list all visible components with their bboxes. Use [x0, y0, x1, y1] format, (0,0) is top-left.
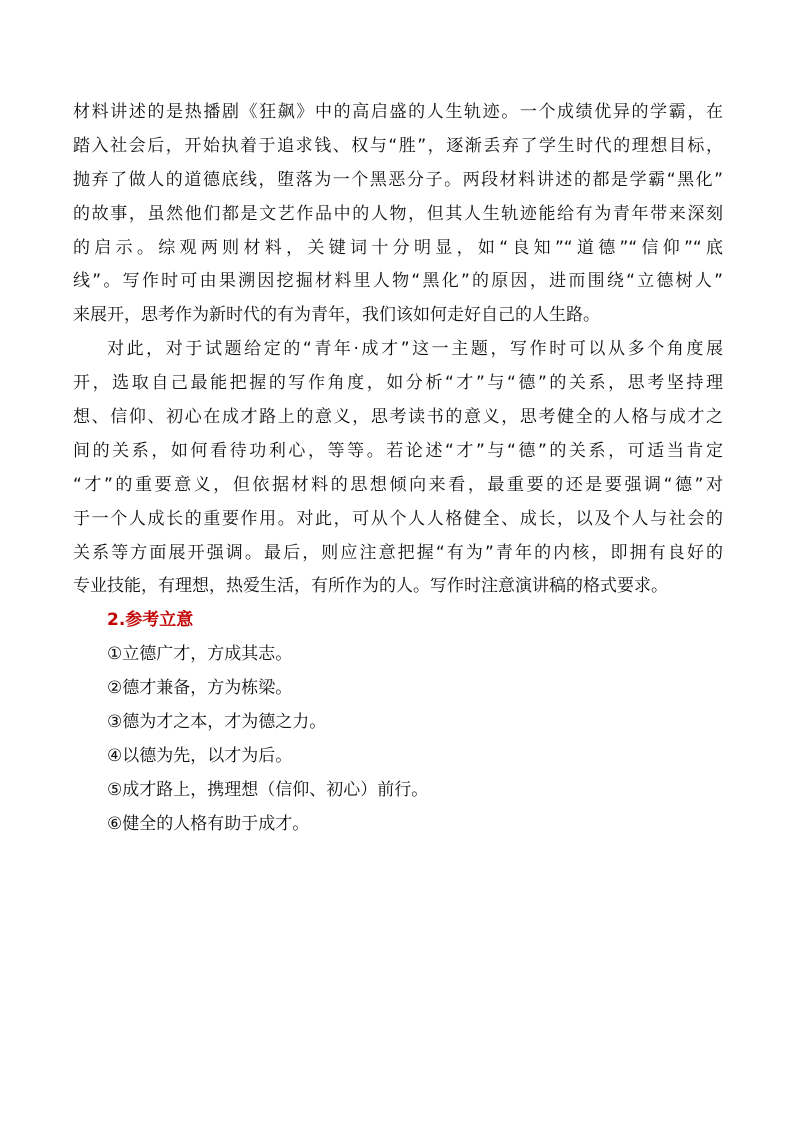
list-item: ⑤成才路上，携理想（信仰、初心）前行。: [107, 779, 429, 800]
paragraph-2-line: 于一个人成长的重要作用。对此，可从个人人格健全、成长，以及个人与社会的: [73, 508, 723, 529]
reference-points-list: [73, 638, 723, 841]
paragraph-1-line: 的启示。综观两则材料，关键词十分明显，如“良知”“道德”“信仰”“底: [73, 237, 723, 258]
list-item: ④以德为先，以才为后。: [107, 745, 293, 766]
paragraph-2-line: 关系等方面展开强调。最后，则应注意把握“有为”青年的内核，即拥有良好的: [73, 542, 723, 563]
paragraph-2-line: 专业技能，有理想，热爱生活，有所作为的人。写作时注意演讲稿的格式要求。: [73, 576, 668, 597]
list-item: ①立德广才，方成其志。: [107, 644, 293, 665]
list-item: ②德才兼备，方为栋梁。: [107, 678, 293, 699]
paragraph-1-line: 的故事，虽然他们都是文艺作品中的人物，但其人生轨迹能给有为青年带来深刻: [73, 203, 723, 224]
list-item: ③德为才之本，才为德之力。: [107, 712, 327, 733]
paragraph-1-line: 线”。写作时可由果溯因挖掘材料里人物“黑化”的原因，进而围绕“立德树人”: [73, 271, 723, 292]
paragraph-1-line: 踏入社会后，开始执着于追求钱、权与“胜”，逐渐丢弃了学生时代的理想目标，: [73, 135, 723, 156]
paragraph-1-line: 材料讲述的是热播剧《狂飙》中的高启盛的人生轨迹。一个成绩优异的学霸，在: [73, 102, 723, 122]
paragraph-1-line: 来展开，思考作为新时代的有为青年，我们该如何走好自己的人生路。: [73, 305, 600, 326]
list-item: ⑥健全的人格有助于成才。: [107, 813, 310, 834]
analysis-paragraph-1: [73, 96, 723, 333]
paragraph-2-line: 间的关系，如何看待功利心，等等。若论述“才”与“德”的关系，可适当肯定: [73, 440, 723, 461]
paragraph-2-line: 开，选取自己最能把握的写作角度，如分析“才”与“德”的关系，思考坚持理: [73, 373, 723, 394]
analysis-paragraph-2: [73, 333, 723, 604]
paragraph-2-line: 想、信仰、初心在成才路上的意义，思考读书的意义，思考健全的人格与成才之: [73, 407, 723, 428]
section-heading: 2.参考立意: [107, 610, 194, 631]
document-content: [73, 96, 723, 842]
paragraph-2-line: 对此，对于试题给定的“青年·成才”这一主题，写作时可以从多个角度展: [107, 339, 723, 360]
paragraph-1-line: 抛弃了做人的道德底线，堕落为一个黑恶分子。两段材料讲述的都是学霸“黑化”: [73, 169, 723, 190]
paragraph-2-line: “才”的重要意义，但依据材料的思想倾向来看，最重要的还是要强调“德”对: [73, 474, 723, 495]
